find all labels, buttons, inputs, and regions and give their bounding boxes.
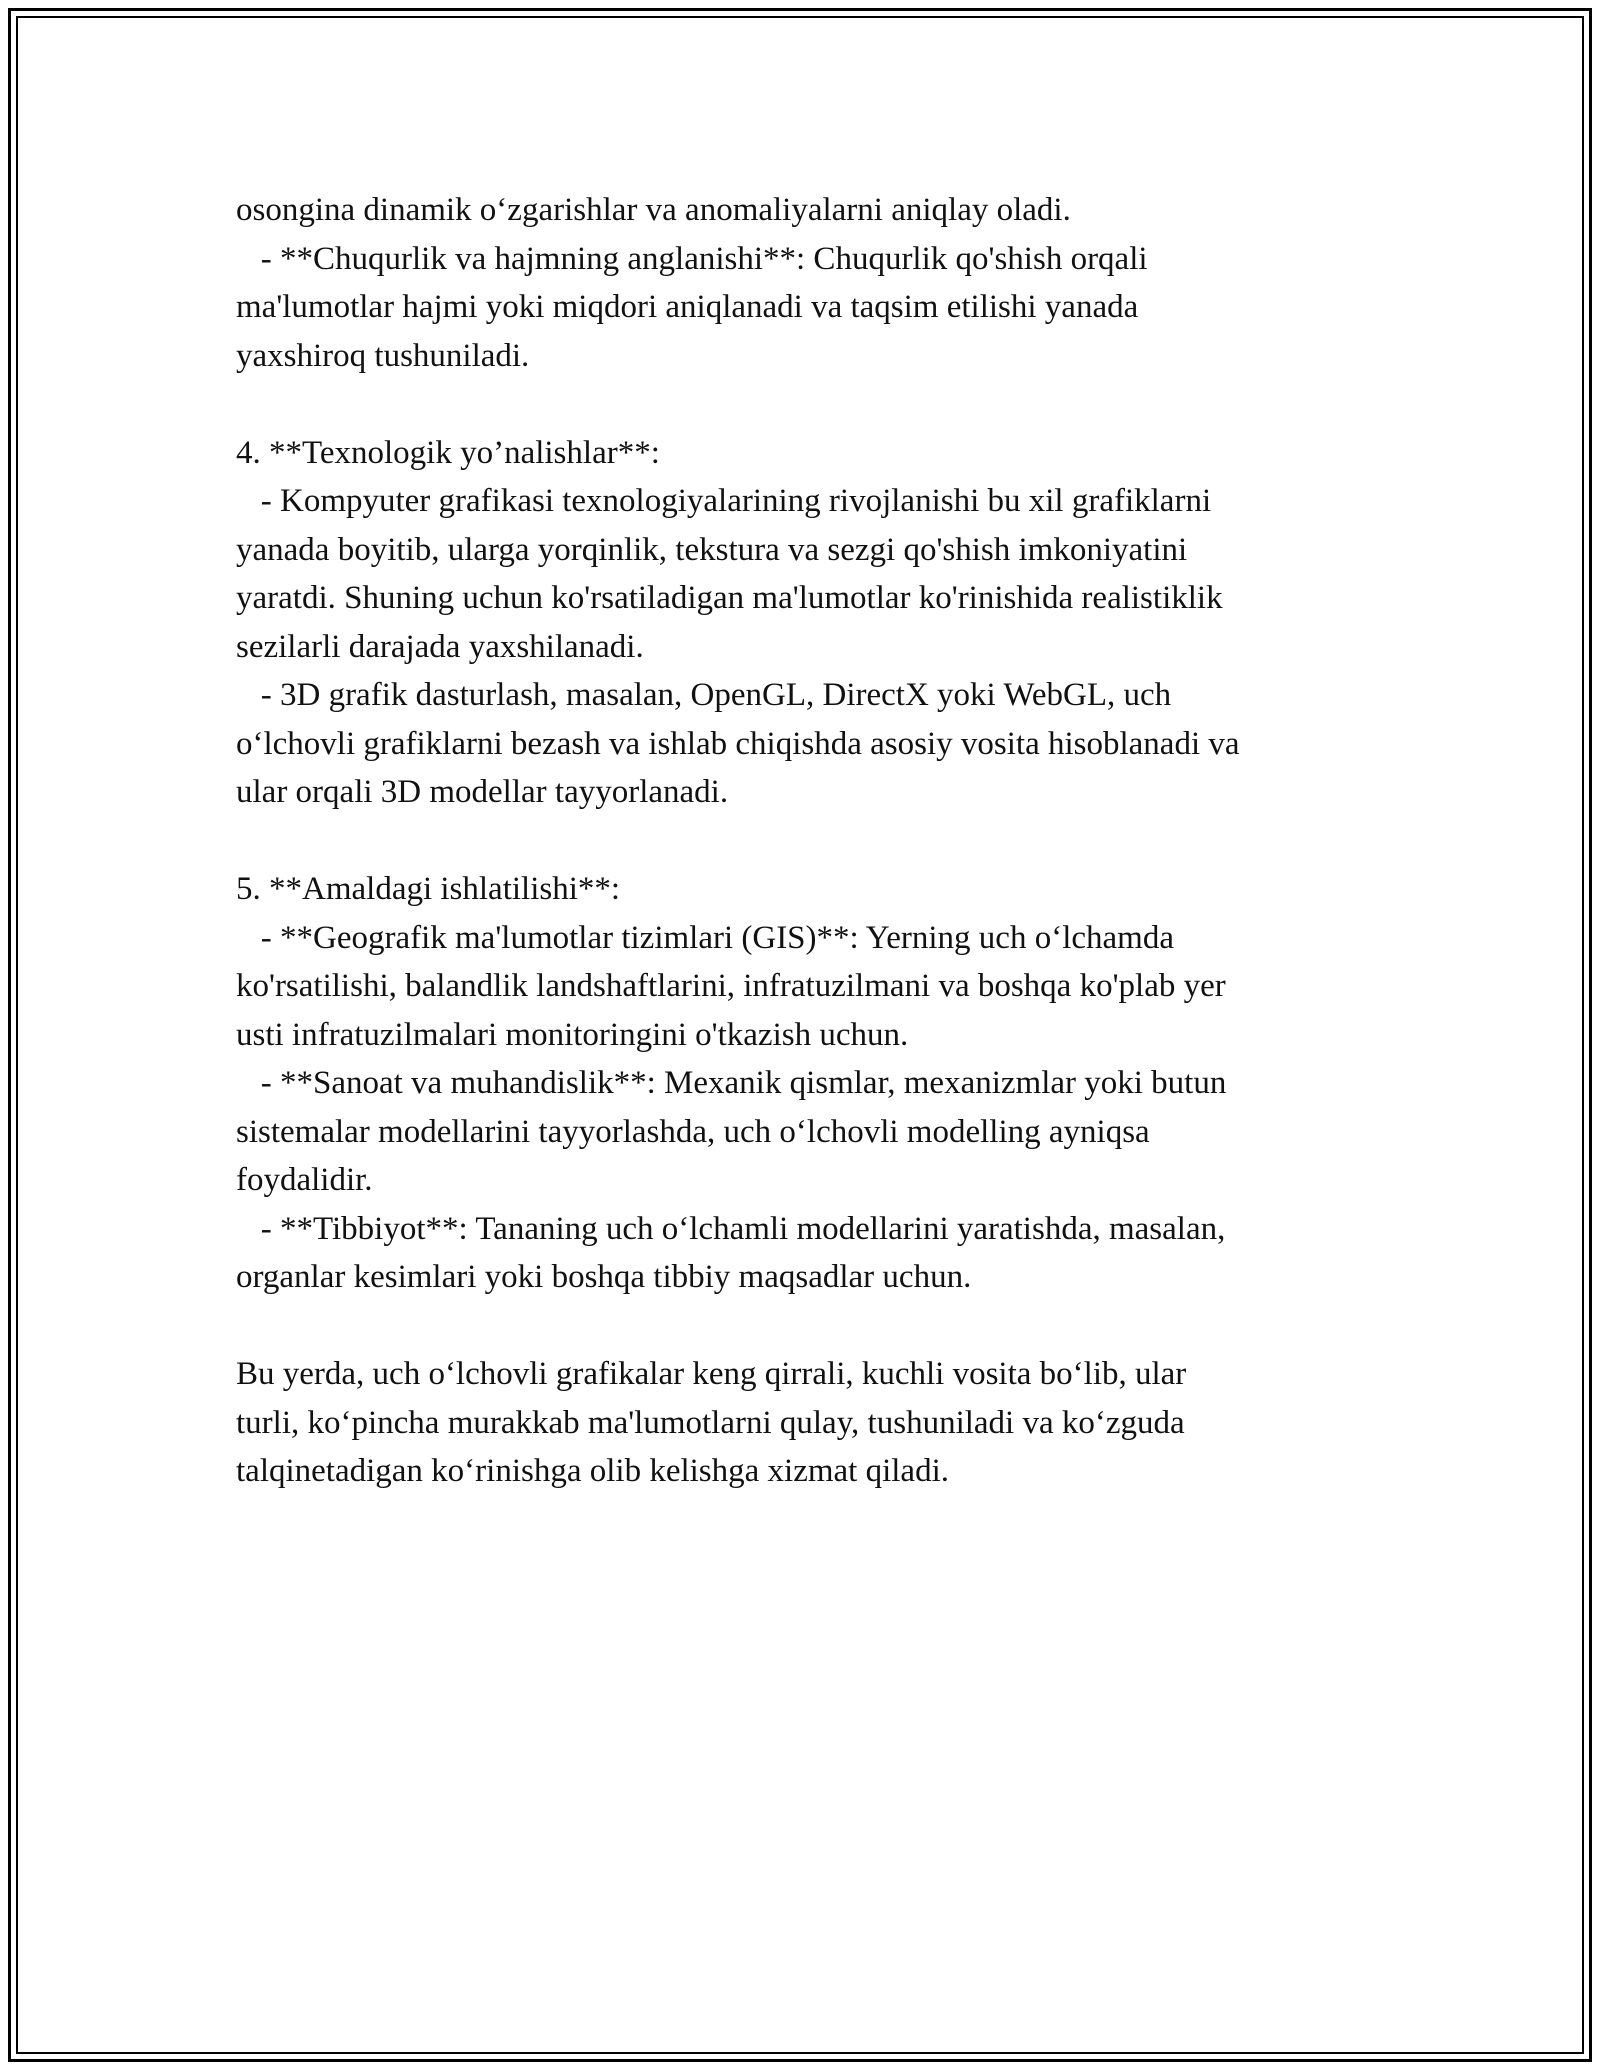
section-heading: 5. **Amaldagi ishlatilishi**: — [236, 871, 621, 907]
paragraph-spacer — [236, 1302, 1366, 1351]
text-line: yaxshiroq tushuniladi. — [236, 337, 530, 374]
paragraph-conclusion — [236, 1350, 1366, 1496]
paragraph-continuation — [236, 186, 1366, 380]
text-line: - Kompyuter grafikasi texnologiyalarining rivojlanishi bu xil grafiklarni — [236, 483, 1212, 519]
text-line: sistemalar modellarini tayyorlashda, uch o‘lchovli modelling ayniqsa — [236, 1113, 1150, 1150]
text-line: - **Geografik ma'lumotlar tizimlari (GIS)**: Yerning uch o‘lchamda — [236, 919, 1174, 956]
text-line: yaratdi. Shuning uchun ko'rsatiladigan ma'lumotlar ko'rinishida realistiklik — [236, 580, 1223, 616]
text-line: organlar kesimlari yoki boshqa tibbiy maqsadlar uchun. — [236, 1259, 972, 1295]
text-line: - **Tibbiyot**: Tananing uch o‘lchamli modellarini yaratishda, masalan, — [236, 1210, 1226, 1247]
text-line: ko'rsatilishi, balandlik landshaftlarini, infratuzilmani va boshqa ko'plab yer — [236, 968, 1226, 1004]
document-body — [236, 186, 1366, 1496]
paragraph-spacer — [236, 380, 1366, 429]
text-line: ular orqali 3D modellar tayyorlanadi. — [236, 774, 729, 810]
section-heading: 4. **Texnologik yo’nalishlar**: — [236, 434, 660, 471]
text-line: yanada boyitib, ularga yorqinlik, tekstura va sezgi qo'shish imkoniyatini — [236, 531, 1188, 568]
text-line: - **Sanoat va muhandislik**: Mexanik qismlar, mexanizmlar yoki butun — [236, 1065, 1227, 1101]
text-line: ma'lumotlar hajmi yoki miqdori aniqlanadi va taqsim etilishi yanada — [236, 289, 1139, 325]
paragraph-technological-directions — [236, 429, 1366, 817]
text-line: - 3D grafik dasturlash, masalan, OpenGL, DirectX yoki WebGL, uch — [236, 677, 1172, 713]
text-line: sezilarli darajada yaxshilanadi. — [236, 628, 644, 665]
paragraph-spacer — [236, 817, 1366, 866]
text-line: o‘lchovli grafiklarni bezash va ishlab chiqishda asosiy vosita hisoblanadi va — [236, 725, 1240, 762]
text-line: Bu yerda, uch o‘lchovli grafikalar keng qirrali, kuchli vosita bo‘lib, ular — [236, 1356, 1187, 1392]
text-line: - **Chuqurlik va hajmning anglanishi**: Chuqurlik qo'shish orqali — [236, 240, 1148, 277]
text-line: talqinetadigan ko‘rinishga olib kelishga xizmat qiladi. — [236, 1453, 949, 1489]
paragraph-practical-use — [236, 865, 1366, 1302]
text-line: osongina dinamik o‘zgarishlar va anomaliyalarni aniqlay oladi. — [236, 192, 1071, 228]
text-line: turli, ko‘pincha murakkab ma'lumotlarni qulay, tushuniladi va ko‘zguda — [236, 1404, 1185, 1441]
text-line: foydalidir. — [236, 1162, 373, 1198]
text-line: usti infratuzilmalari monitoringini o'tkazish uchun. — [236, 1016, 909, 1053]
